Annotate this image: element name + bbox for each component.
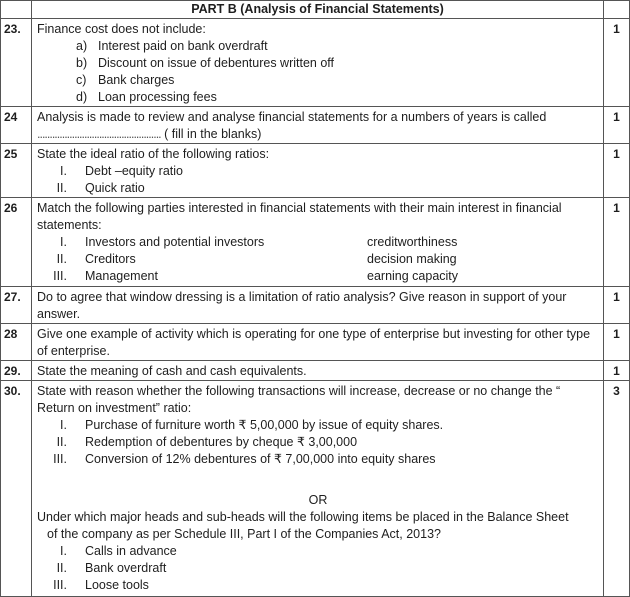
match-right: decision making (367, 252, 457, 266)
question-number: 30. (1, 381, 32, 597)
header-blank-cell (1, 1, 32, 19)
alternative-question-text-cont: of the company as per Schedule III, Part I of the Companies Act, 2013? (47, 527, 441, 541)
match-row (37, 268, 599, 285)
question-row-27 (1, 287, 630, 324)
option-item (37, 451, 599, 468)
option-text: Calls in advance (85, 544, 177, 558)
question-body (32, 107, 604, 144)
option-text: Redemption of debentures by cheque ₹ 3,00,000 (85, 435, 358, 449)
option-text: Conversion of 12% debentures of ₹ 7,00,000 into equity shares (85, 452, 436, 466)
question-marks: 1 (604, 144, 630, 198)
or-separator: OR (308, 493, 328, 507)
match-right: creditworthiness (367, 235, 458, 249)
question-row-23 (1, 19, 630, 107)
question-body (32, 381, 604, 597)
fill-blank: .................................................. (37, 127, 161, 141)
question-text: State with reason whether the following transactions will increase, decrease or no change the “ Return on investment” ratio: (37, 384, 561, 415)
question-text: Analysis is made to review and analyse financial statements for a numbers of years is called (37, 110, 547, 124)
question-row-25 (1, 144, 630, 198)
match-left: Creditors (85, 252, 136, 266)
option-item (37, 72, 599, 89)
option-label: III. (53, 269, 67, 283)
option-label: c) (76, 73, 87, 87)
option-item (37, 38, 599, 55)
option-label: I. (60, 235, 67, 249)
option-item (37, 89, 599, 106)
option-label: III. (53, 578, 67, 592)
alternative-question-text: Under which major heads and sub-heads will the following items be placed in the Balance Sheet (37, 510, 569, 524)
question-body (32, 144, 604, 198)
question-number: 28 (1, 324, 32, 361)
option-item (37, 543, 599, 560)
option-item (37, 180, 599, 197)
match-row (37, 251, 599, 268)
option-text: Discount on issue of debentures written off (98, 56, 335, 70)
question-text: Do to agree that window dressing is a limitation of ratio analysis? Give reason in support of your answer. (32, 287, 604, 324)
option-text: Quick ratio (85, 181, 145, 195)
question-number: 26 (1, 198, 32, 287)
question-number: 23. (1, 19, 32, 107)
question-text: State the meaning of cash and cash equivalents. (32, 361, 604, 381)
option-text: Loan processing fees (98, 90, 217, 104)
option-label: d) (76, 90, 88, 104)
option-label: I. (60, 164, 67, 178)
question-row-30 (1, 381, 630, 597)
question-marks: 1 (604, 361, 630, 381)
question-text: Match the following parties interested in financial statements with their main interest in financial statements: (37, 201, 562, 232)
section-title: PART B (Analysis of Financial Statements) (32, 1, 604, 19)
question-body (32, 198, 604, 287)
question-body (32, 19, 604, 107)
option-item (37, 55, 599, 72)
question-marks: 1 (604, 19, 630, 107)
question-row-26 (1, 198, 630, 287)
match-row (37, 234, 599, 251)
question-marks: 1 (604, 324, 630, 361)
header-row (1, 1, 630, 19)
option-label: II. (56, 435, 67, 449)
option-text: Interest paid on bank overdraft (98, 39, 268, 53)
question-row-28 (1, 324, 630, 361)
question-text: Give one example of activity which is operating for one type of enterprise but investing for other type of enterprise. (32, 324, 604, 361)
header-marks-cell (604, 1, 630, 19)
question-marks: 1 (604, 107, 630, 144)
match-right: earning capacity (367, 269, 459, 283)
option-label: b) (76, 56, 88, 70)
option-label: I. (60, 544, 67, 558)
fill-blank-hint: ( fill in the blanks) (160, 127, 262, 141)
option-label: II. (56, 181, 67, 195)
option-text: Debt –equity ratio (85, 164, 183, 178)
option-label: I. (60, 418, 67, 432)
option-item (37, 560, 599, 577)
question-marks: 3 (604, 381, 630, 597)
option-text: Purchase of furniture worth ₹ 5,00,000 by issue of equity shares. (85, 418, 444, 432)
option-label: a) (76, 39, 88, 53)
question-number: 27. (1, 287, 32, 324)
question-row-24 (1, 107, 630, 144)
question-marks: 1 (604, 198, 630, 287)
option-label: III. (53, 452, 67, 466)
question-row-29 (1, 361, 630, 381)
match-left: Investors and potential investors (85, 235, 265, 249)
option-item (37, 434, 599, 451)
question-number: 29. (1, 361, 32, 381)
question-number: 25 (1, 144, 32, 198)
option-item (37, 163, 599, 180)
option-text: Bank overdraft (85, 561, 167, 575)
question-text: Finance cost does not include: (37, 22, 206, 36)
question-marks: 1 (604, 287, 630, 324)
option-text: Loose tools (85, 578, 149, 592)
option-label: II. (56, 561, 67, 575)
option-text: Bank charges (98, 73, 175, 87)
option-item (37, 417, 599, 434)
option-label: II. (56, 252, 67, 266)
question-number: 24 (1, 107, 32, 144)
question-text: State the ideal ratio of the following ratios: (37, 147, 270, 161)
match-left: Management (85, 269, 158, 283)
